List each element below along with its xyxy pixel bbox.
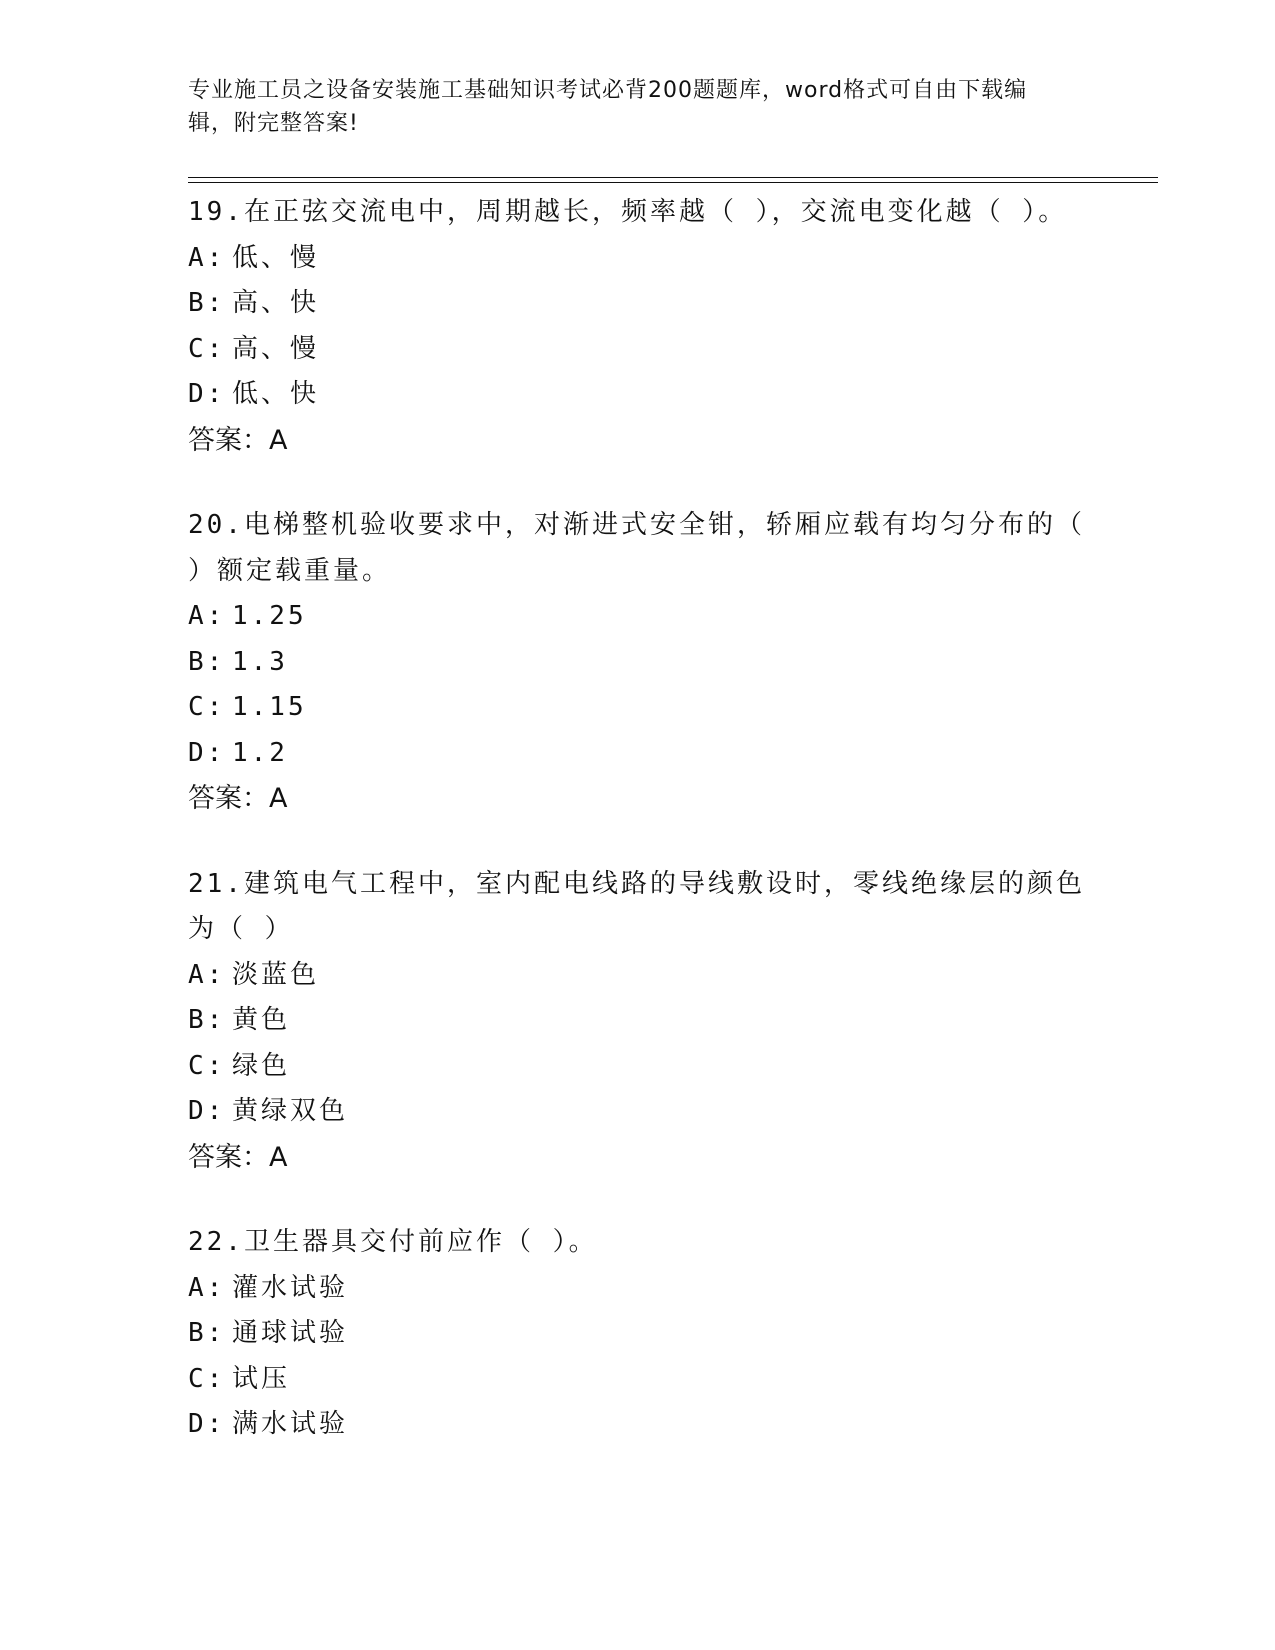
option-b (188, 281, 1088, 327)
option-d (188, 731, 1088, 777)
question-stem: 22.卫生器具交付前应作（ ）。 (188, 1227, 598, 1257)
option-letter: A: (188, 1272, 226, 1303)
option-letter: A: (188, 601, 226, 631)
option-a (188, 236, 1088, 282)
option-text: 灌水试验 (232, 1272, 349, 1303)
option-c (188, 1044, 1088, 1090)
option-b (188, 640, 1088, 686)
answer-line: 答案：A (188, 1141, 288, 1173)
option-text: 1.25 (232, 601, 307, 631)
option-text: 满水试验 (232, 1409, 349, 1439)
question-stem: 19.在正弦交流电中，周期越长，频率越（ ），交流电变化越（ ）。 (188, 197, 1068, 227)
option-letter: C: (188, 692, 226, 722)
option-d (188, 1402, 1088, 1448)
option-text: 绿色 (232, 1050, 291, 1081)
answer-line: 答案：A (188, 424, 288, 456)
option-letter: B: (188, 288, 226, 318)
option-text: 高、慢 (232, 333, 320, 364)
option-d (188, 372, 1088, 418)
option-c (188, 1357, 1088, 1403)
question-list (188, 190, 1088, 1488)
option-text: 淡蓝色 (232, 959, 320, 990)
option-letter: C: (188, 333, 226, 364)
option-text: 1.15 (232, 692, 307, 722)
question-item (188, 503, 1088, 822)
option-text: 试压 (232, 1363, 291, 1394)
question-item (188, 862, 1088, 1181)
option-letter: D: (188, 737, 226, 768)
option-letter: A: (188, 242, 226, 273)
option-c (188, 327, 1088, 373)
option-text: 黄色 (232, 1005, 291, 1035)
option-text: 1.2 (232, 737, 288, 768)
document-header: 专业施工员之设备安装施工基础知识考试必背200题题库，word格式可自由下载编辑，附完整答案! (188, 78, 1028, 136)
option-text: 低、快 (232, 379, 320, 409)
option-letter: B: (188, 1318, 226, 1348)
question-item (188, 1220, 1088, 1448)
option-letter: D: (188, 1409, 226, 1439)
option-letter: C: (188, 1363, 226, 1394)
option-text: 1.3 (232, 646, 288, 677)
option-a (188, 594, 1088, 640)
option-letter: D: (188, 379, 226, 409)
option-text: 高、快 (232, 288, 320, 318)
option-letter: A: (188, 959, 226, 990)
option-c (188, 685, 1088, 731)
question-stem: 20.电梯整机验收要求中，对渐进式安全钳，轿厢应载有均匀分布的（ ）额定载重量。 (188, 510, 1085, 586)
option-d (188, 1089, 1088, 1135)
option-text: 黄绿双色 (232, 1096, 349, 1126)
answer-line: 答案：A (188, 783, 288, 814)
option-a (188, 953, 1088, 999)
question-item (188, 190, 1088, 463)
option-a (188, 1266, 1088, 1312)
option-letter: B: (188, 646, 226, 677)
header-rule-bottom (188, 182, 1158, 183)
option-letter: D: (188, 1096, 226, 1126)
option-b (188, 998, 1088, 1044)
option-text: 通球试验 (232, 1318, 349, 1348)
option-letter: B: (188, 1005, 226, 1035)
header-rule-top (188, 177, 1158, 178)
option-text: 低、慢 (232, 242, 320, 273)
option-b (188, 1311, 1088, 1357)
option-letter: C: (188, 1050, 226, 1081)
question-stem: 21.建筑电气工程中，室内配电线路的导线敷设时，零线绝缘层的颜色为（ ） (188, 868, 1085, 944)
